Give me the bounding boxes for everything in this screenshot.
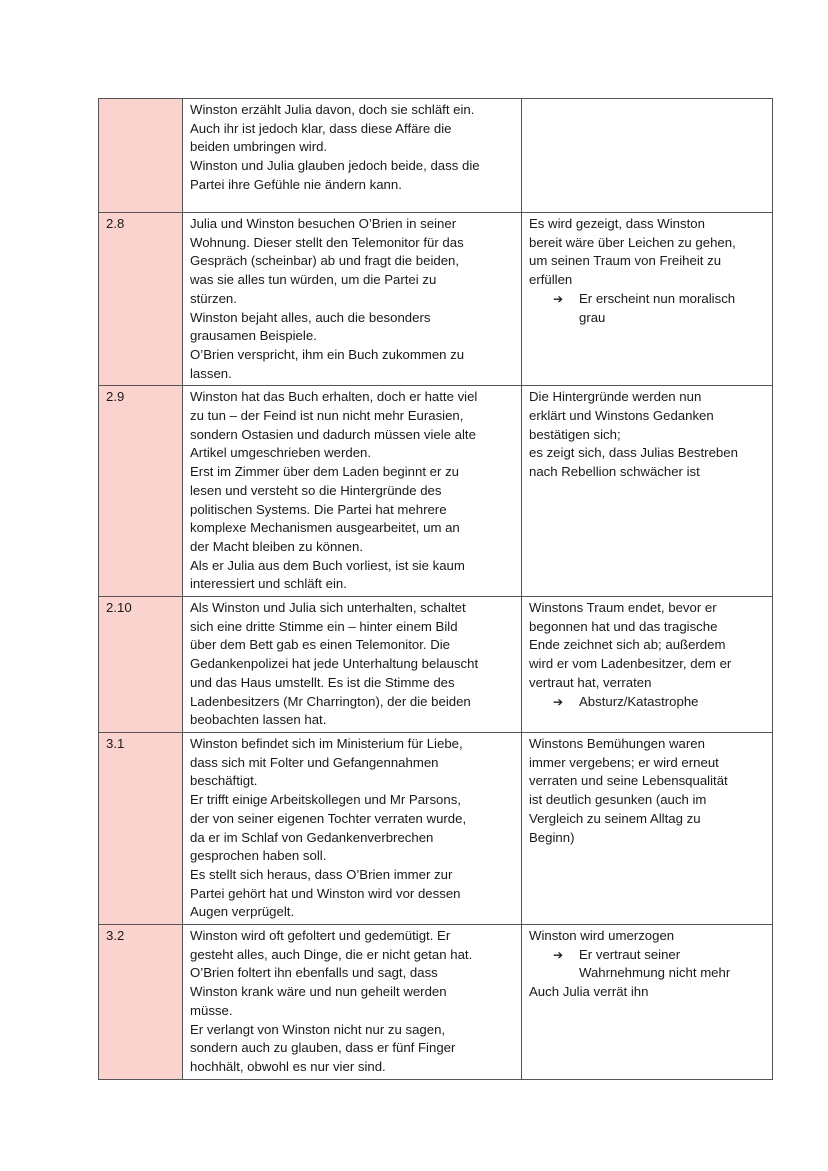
conclusion-text: Wahrnehmung nicht mehr <box>579 965 731 981</box>
summary-line: Artikel umgeschrieben werden. <box>190 445 372 461</box>
summary-line: politischen Systems. Die Partei hat mehrere <box>190 501 447 517</box>
summary-line: lesen und versteht so die Hintergründe des <box>190 482 442 498</box>
chapter-cell: 3.2 <box>99 925 183 1080</box>
summary-line: O’Brien foltert ihn ebenfalls und sagt, dass <box>190 965 438 981</box>
interpretation-line: Winstons Bemühungen waren <box>529 735 705 751</box>
summary-line: sondern auch zu glauben, dass er fünf Finger <box>190 1040 456 1056</box>
table-row <box>99 925 773 1080</box>
summary-line: Auch ihr ist jedoch klar, dass diese Affäre die <box>190 120 452 136</box>
summary-line: gesteht alles, auch Dinge, die er nicht getan hat. <box>190 946 473 962</box>
table-row <box>99 386 773 597</box>
chapter-cell: 2.9 <box>99 386 183 597</box>
interpretation-line: um seinen Traum von Freiheit zu <box>529 253 722 269</box>
summary-line: Er verlangt von Winston nicht nur zu sagen, <box>190 1021 446 1037</box>
interpretation-cell <box>522 386 773 597</box>
summary-line: Winston erzählt Julia davon, doch sie schläft ein. <box>190 102 475 117</box>
interpretation-line: Beginn) <box>529 829 575 845</box>
table-row <box>99 213 773 386</box>
summary-cell <box>183 99 522 213</box>
summary-line: der Macht bleiben zu können. <box>190 538 364 554</box>
summary-line: beschäftigt. <box>190 773 258 789</box>
interpretation-line: Die Hintergründe werden nun <box>529 389 702 405</box>
summary-line: gesprochen haben soll. <box>190 848 327 864</box>
summary-line: zu tun – der Feind ist nun nicht mehr Eurasien, <box>190 408 464 424</box>
summary-cell <box>183 386 522 597</box>
interpretation-cell <box>522 213 773 386</box>
summary-line: was sie alles tun würden, um die Partei zu <box>190 272 437 288</box>
chapter-cell: 2.10 <box>99 597 183 733</box>
interpretation-line: Es wird gezeigt, dass Winston <box>529 216 705 231</box>
summary-line: hochhält, obwohl es nur vier sind. <box>190 1058 386 1074</box>
arrow-right-icon: ➔ <box>553 694 564 709</box>
summary-line: Winston krank wäre und nun geheilt werden <box>190 984 447 1000</box>
summary-line: beobachten lassen hat. <box>190 712 327 728</box>
summary-cell <box>183 213 522 386</box>
interpretation-line: wird er vom Ladenbesitzer, dem er <box>529 656 732 672</box>
interpretation-line: erfüllen <box>529 272 573 288</box>
summary-line: Gespräch (scheinbar) ab und fragt die beiden, <box>190 253 460 269</box>
summary-line: über dem Bett gab es einen Telemonitor. Die <box>190 637 451 653</box>
conclusion-text: Er vertraut seiner <box>579 946 681 962</box>
summary-line: sich eine dritte Stimme ein – hinter einem Bild <box>190 618 458 634</box>
chapter-summary-table <box>98 98 773 1080</box>
summary-cell <box>183 732 522 924</box>
summary-line: Winston wird oft gefoltert und gedemütigt. Er <box>190 928 451 944</box>
conclusion-text: Absturz/Katastrophe <box>579 693 699 709</box>
summary-line: Erst im Zimmer über dem Laden beginnt er zu <box>190 464 459 480</box>
summary-line: Augen verprügelt. <box>190 904 295 920</box>
interpretation-cell <box>522 99 773 213</box>
conclusion-text: grau <box>579 309 606 325</box>
summary-cell <box>183 925 522 1080</box>
summary-line: müsse. <box>190 1002 233 1018</box>
interpretation-line: Vergleich zu seinem Alltag zu <box>529 810 701 826</box>
summary-line: der von seiner eigenen Tochter verraten wurde, <box>190 810 467 826</box>
summary-line: Als Winston und Julia sich unterhalten, schaltet <box>190 600 466 616</box>
interpretation-line: Auch Julia verrät ihn <box>529 984 649 1000</box>
interpretation-line: Ende zeichnet sich ab; außerdem <box>529 637 726 653</box>
interpretation-line: verraten und seine Lebensqualität <box>529 773 728 789</box>
interpretation-line: es zeigt sich, dass Julias Bestreben <box>529 445 738 461</box>
summary-line: sondern Ostasien und dadurch müssen viele alte <box>190 426 476 442</box>
interpretation-line: Winston wird umerzogen <box>529 928 675 944</box>
summary-line: Er trifft einige Arbeitskollegen und Mr Parsons, <box>190 792 461 808</box>
interpretation-cell <box>522 925 773 1080</box>
arrow-right-icon: ➔ <box>553 947 564 962</box>
summary-line: Winston hat das Buch erhalten, doch er hatte viel <box>190 389 478 405</box>
summary-line: Partei ihre Gefühle nie ändern kann. <box>190 176 402 192</box>
interpretation-line: ist deutlich gesunken (auch im <box>529 792 707 808</box>
table-row <box>99 732 773 924</box>
summary-line: grausamen Beispiele. <box>190 328 317 344</box>
interpretation-line: bereit wäre über Leichen zu gehen, <box>529 234 736 250</box>
interpretation-line: bestätigen sich; <box>529 426 621 442</box>
summary-line: Winston und Julia glauben jedoch beide, dass die <box>190 158 480 174</box>
arrow-right-icon: ➔ <box>553 291 564 306</box>
summary-line: Ladenbesitzers (Mr Charrington), der die beiden <box>190 693 471 709</box>
summary-line: O’Brien verspricht, ihm ein Buch zukommen zu <box>190 346 465 362</box>
summary-line: Es stellt sich heraus, dass O’Brien immer zur <box>190 866 453 882</box>
chapter-cell: 3.1 <box>99 732 183 924</box>
summary-line: beiden umbringen wird. <box>190 139 328 155</box>
summary-line: Julia und Winston besuchen O’Brien in seiner <box>190 216 457 231</box>
interpretation-line: nach Rebellion schwächer ist <box>529 464 700 480</box>
interpretation-line: vertraut hat, verraten <box>529 674 652 690</box>
summary-line: Gedankenpolizei hat jede Unterhaltung belauscht <box>190 656 479 672</box>
summary-line: und das Haus umstellt. Es ist die Stimme des <box>190 674 455 690</box>
summary-line: Winston befindet sich im Ministerium für Liebe, <box>190 735 463 751</box>
interpretation-line: erklärt und Winstons Gedanken <box>529 408 714 424</box>
interpretation-cell <box>522 732 773 924</box>
interpretation-line: begonnen hat und das tragische <box>529 618 718 634</box>
conclusion-text: Er erscheint nun moralisch <box>579 290 736 306</box>
summary-line: Wohnung. Dieser stellt den Telemonitor für das <box>190 234 464 250</box>
summary-line: lassen. <box>190 365 232 381</box>
chapter-cell <box>99 99 183 213</box>
interpretation-line: immer vergebens; er wird erneut <box>529 754 719 770</box>
summary-line: dass sich mit Folter und Gefangennahmen <box>190 754 439 770</box>
summary-cell <box>183 597 522 733</box>
interpretation-line: Winstons Traum endet, bevor er <box>529 600 717 616</box>
table-row <box>99 597 773 733</box>
summary-line: stürzen. <box>190 290 237 306</box>
summary-line: Partei gehört hat und Winston wird vor dessen <box>190 885 461 901</box>
summary-line: Als er Julia aus dem Buch vorliest, ist sie kaum <box>190 557 465 573</box>
summary-line: da er im Schlaf von Gedankenverbrechen <box>190 829 434 845</box>
summary-line: Winston bejaht alles, auch die besonders <box>190 309 431 325</box>
interpretation-cell <box>522 597 773 733</box>
chapter-cell: 2.8 <box>99 213 183 386</box>
table-row <box>99 99 773 213</box>
summary-line: interessiert und schläft ein. <box>190 576 347 592</box>
summary-line: komplexe Mechanismen ausgearbeitet, um an <box>190 520 460 536</box>
